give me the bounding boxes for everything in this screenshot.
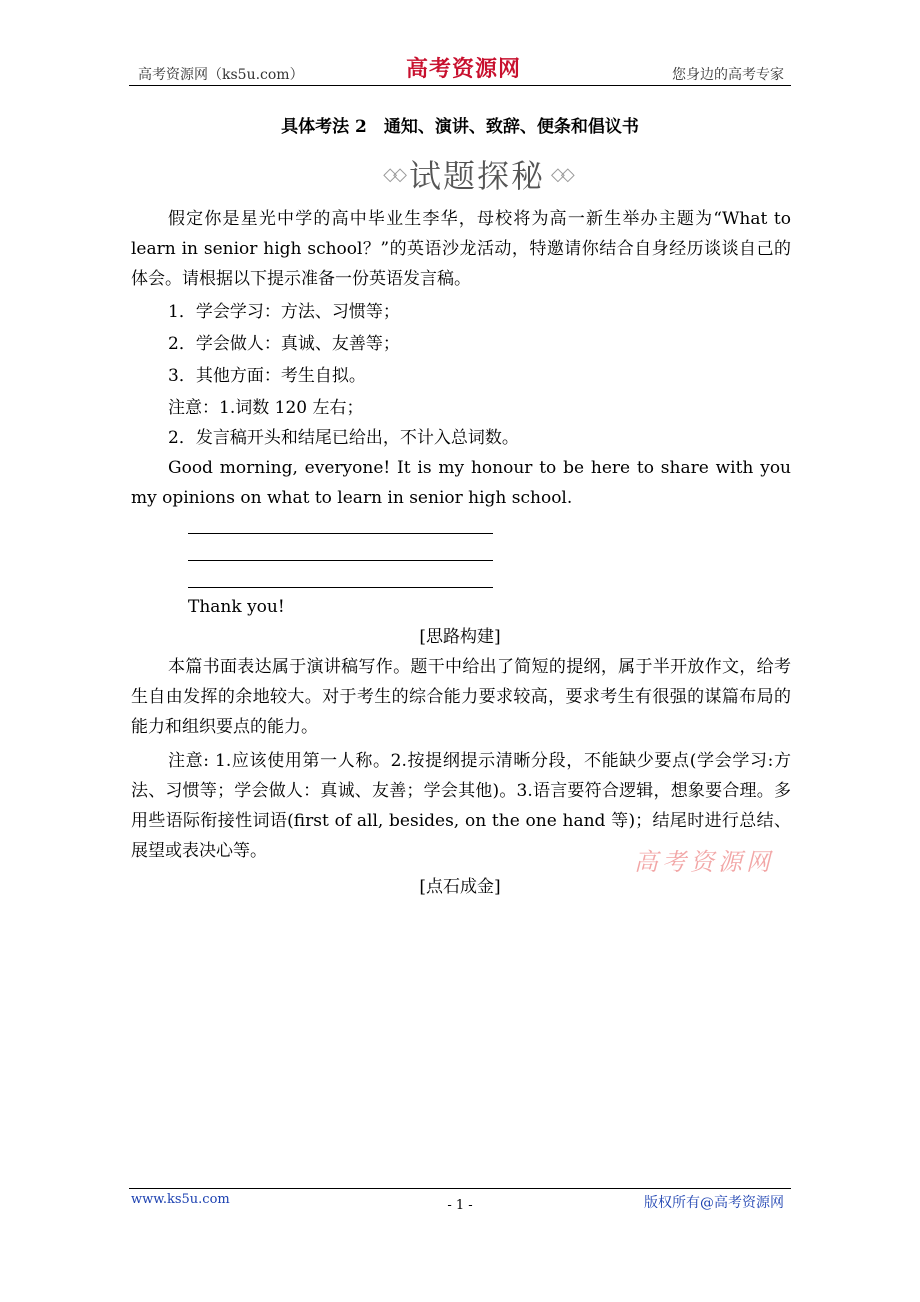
section-heading-outline: [思路构建] xyxy=(419,627,501,647)
section-banner xyxy=(355,152,599,196)
header-slogan: 您身边的高考专家 xyxy=(672,67,784,83)
outline-paragraph-1: 本篇书面表达属于演讲稿写作。题干中给出了简短的提纲，属于半开放作文，给考生自由发挥的余地较大。对于考生的综合能力要求较高，要求考生有很强的谋篇布局的能力和组织要点的能力。 xyxy=(131,657,791,737)
prompt-intro: 假定你是星光中学的高中毕业生李华，母校将为高一新生举办主题为“What to learn in senior high school？”的英语沙龙活动，特邀请你结合自身经历谈谈自己的体会。请根据以下提示准备一份英语发言稿。 xyxy=(131,209,791,289)
speech-closing: Thank you! xyxy=(188,597,285,617)
speech-opening: Good morning, everyone! It is my honour to be here to share with you my opinions on what to learn in senior high school. xyxy=(131,458,791,508)
diamond-deco-icon: ◇◇ xyxy=(383,163,403,185)
diamond-deco-icon: ◇◇ xyxy=(551,163,571,185)
banner-text: 试题探秘 xyxy=(408,157,545,195)
answer-blank-line xyxy=(188,560,493,561)
section-heading-polish: [点石成金] xyxy=(419,877,501,897)
footer-copyright: 版权所有@高考资源网 xyxy=(644,1195,784,1211)
header-divider xyxy=(129,85,791,86)
prompt-note-1: 注意：1.词数 120 左右； xyxy=(168,398,364,418)
outline-paragraph-2: 注意: 1.应该使用第一人称。2.按提纲提示清晰分段，不能缺少要点(学会学习:方法、习惯等；学会做人：真诚、友善；学会其他)。3.语言要符合逻辑，想象要合理。多用些语际衔接性词语(first of all, besides, on the one hand 等)；结尾时进行总结、展望或表决心等。 xyxy=(131,751,791,861)
footer-divider xyxy=(129,1188,791,1189)
prompt-note-2: 2．发言稿开头和结尾已给出，不计入总词数。 xyxy=(168,428,519,448)
page-number: - 1 - xyxy=(447,1198,473,1213)
answer-blank-line xyxy=(188,533,493,534)
watermark: 高考资源网 xyxy=(634,848,774,876)
header-site-name: 高考资源网（ks5u.com） xyxy=(138,67,304,83)
prompt-point-1: 1．学会学习：方法、习惯等； xyxy=(168,302,400,322)
prompt-point-3: 3．其他方面：考生自拟。 xyxy=(168,366,366,386)
prompt-point-2: 2．学会做人：真诚、友善等； xyxy=(168,334,400,354)
footer-link[interactable]: www.ks5u.com xyxy=(131,1192,230,1207)
answer-blank-line xyxy=(188,587,493,588)
header-logo: 高考资源网 xyxy=(406,56,522,82)
page-title: 具体考法 2 通知、演讲、致辞、便条和倡议书 xyxy=(281,117,639,137)
